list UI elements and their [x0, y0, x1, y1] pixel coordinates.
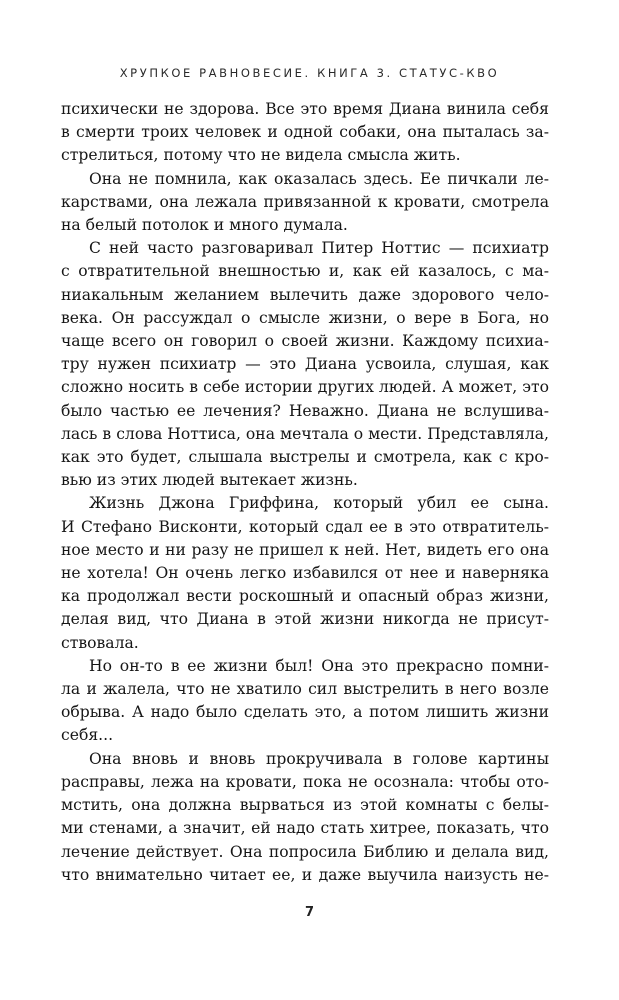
text-line: карствами, она лежала привязанной к кровати, смотрела: [61, 192, 549, 211]
running-header: ХРУПКОЕ РАВНОВЕСИЕ. КНИГА 3. СТАТУС-КВО: [119, 66, 500, 80]
text-line: лечение действует. Она попросила Библию и делала вид,: [61, 842, 549, 861]
text-line: стрелиться, потому что не видела смысла жить.: [61, 146, 461, 165]
text-line: себя...: [61, 726, 114, 745]
text-line: с отвратительной внешностью и, как ей казалось, с ма-: [61, 262, 549, 281]
text-line: чаще всего он говорил о своей жизни. Каждому психиа-: [61, 332, 549, 351]
text-line: Она вновь и вновь прокручивала в голове картины: [89, 749, 549, 768]
text-line: что внимательно читает ее, и даже выучила наизусть не-: [61, 865, 549, 884]
text-line: тру нужен психиатр — это Диана усвоила, слушая, как: [61, 355, 549, 374]
text-line: не хотела! Он очень легко избавился от нее и навернякa: [61, 564, 549, 583]
text-line: ла и жалела, что не хватило сил выстрелить в него возле: [61, 680, 549, 699]
text-line: делая вид, что Диана в этой жизни никогда не присут-: [61, 610, 549, 629]
text-line: сложно носить в себе истории других людей. А может, это: [61, 378, 549, 397]
text-line: ное место и ни разу не пришел к ней. Нет, видеть его она: [61, 540, 549, 559]
text-line: Жизнь Джона Гриффина, который убил ее сына.: [89, 494, 549, 513]
body-text: [61, 98, 549, 887]
text-line: Но он-то в ее жизни был! Она это прекрасно помни-: [89, 656, 549, 675]
text-line: века. Он рассуждал о смысле жизни, о вере в Бога, но: [61, 308, 549, 327]
text-line: в смерти троих человек и одной собаки, она пыталась за-: [61, 123, 549, 142]
text-line: расправы, лежа на кровати, пока не осознала: чтобы ото-: [61, 772, 549, 791]
text-line: вью из этих людей вытекает жизнь.: [61, 471, 358, 490]
text-line: ниакальным желанием вылечить даже здорового чело-: [61, 285, 549, 304]
text-line: Она не помнила, как оказалась здесь. Ее пичкали ле-: [89, 169, 549, 188]
text-line: ка продолжал вести роскошный и опасный образ жизни,: [61, 587, 549, 606]
text-line: обрыва. А надо было сделать это, а потом лишить жизни: [61, 703, 549, 722]
text-line: С ней часто разговаривал Питер Ноттис — психиатр: [89, 239, 549, 258]
text-line: психически не здорова. Все это время Диана винила себя: [61, 100, 549, 118]
text-line: на белый потолок и много думала.: [61, 216, 348, 235]
text-line: ми стенами, а значит, ей надо стать хитрее, показать, что: [61, 819, 549, 838]
text-line: И Стефано Висконти, который сдал ее в это отвратитель-: [61, 517, 549, 536]
text-line: мстить, она должна вырваться из этой комнаты с белы-: [61, 796, 549, 815]
text-line: как это будет, слышала выстрелы и смотрела, как с кро-: [61, 448, 549, 467]
page-number: 7: [304, 905, 315, 920]
text-line: лась в слова Ноттиса, она мечтала о мести. Представляла,: [61, 424, 549, 443]
text-line: ствовала.: [61, 633, 139, 652]
text-line: было частью ее лечения? Неважно. Диана не вслушива-: [61, 401, 549, 420]
